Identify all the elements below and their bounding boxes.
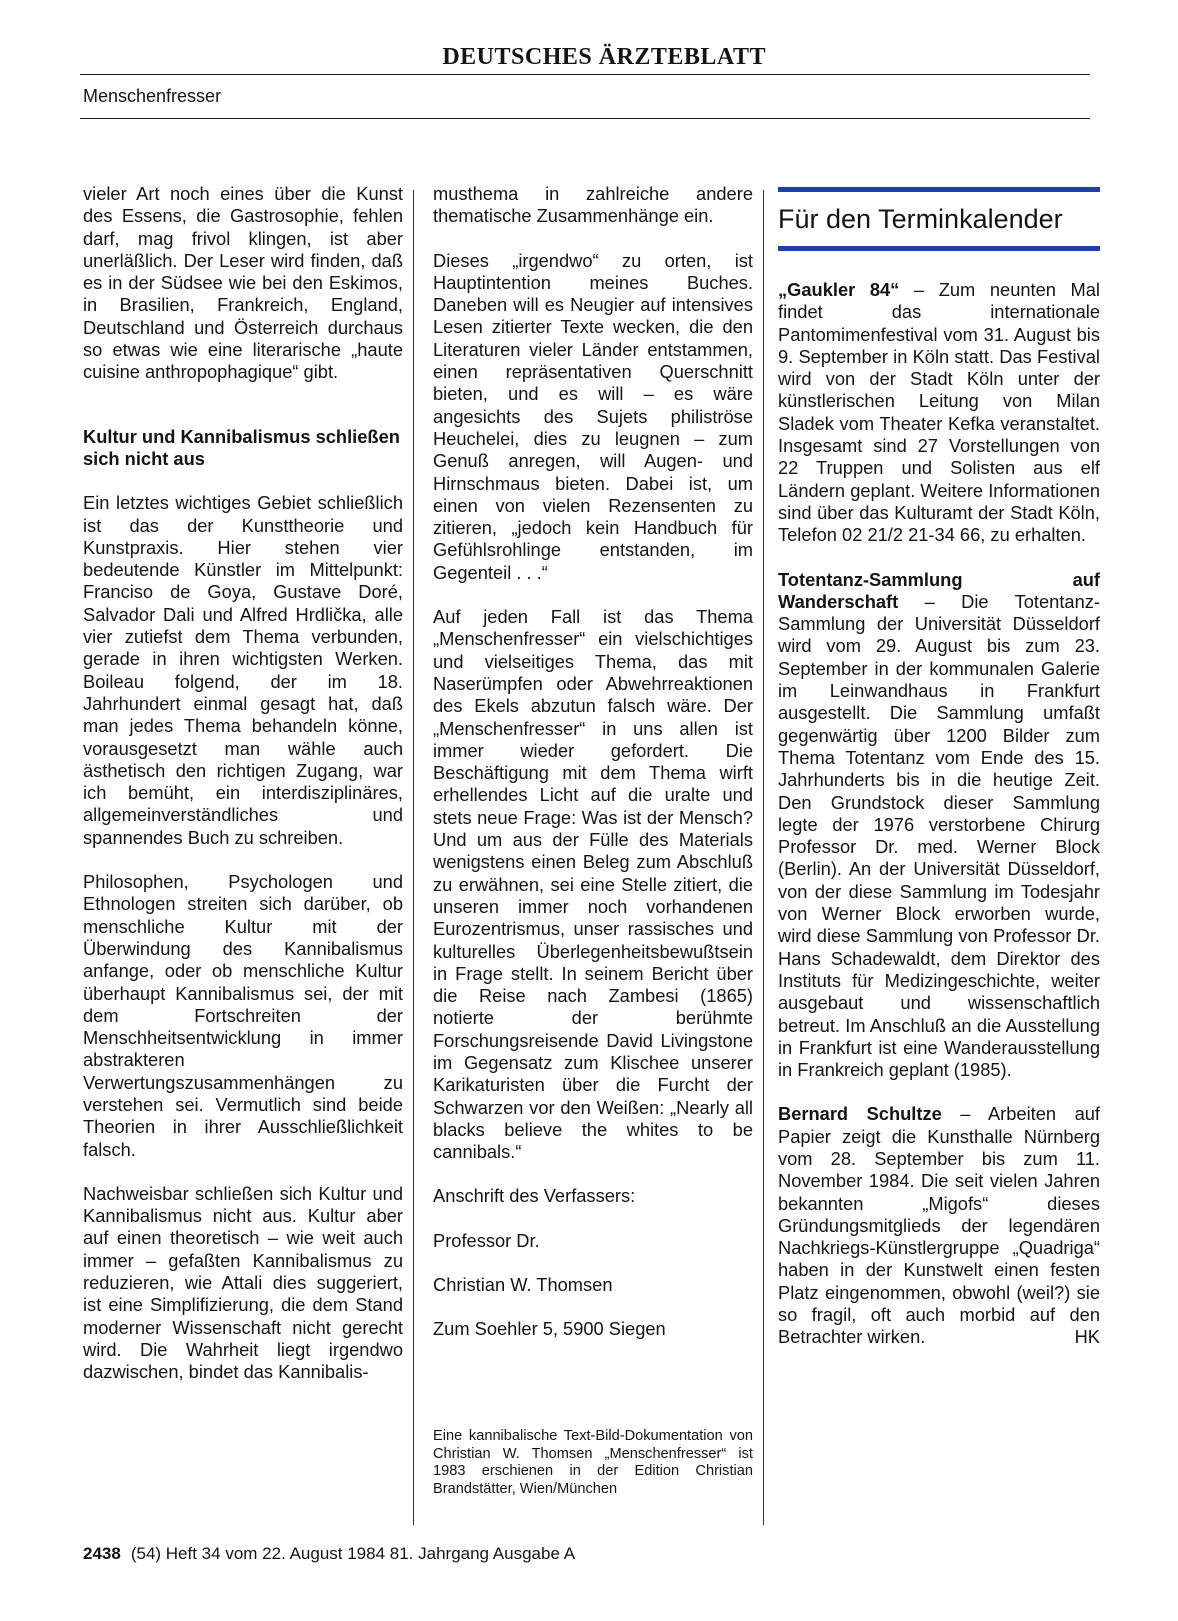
page-footer bbox=[83, 1544, 575, 1564]
column-divider bbox=[413, 190, 414, 1525]
page-number: 2438 bbox=[83, 1544, 121, 1563]
author-address-label: Anschrift des Verfassers: bbox=[433, 1185, 636, 1207]
column-1 bbox=[83, 183, 403, 1406]
header-rule bbox=[80, 118, 1090, 119]
box-title: Für den Terminkalender bbox=[778, 204, 1063, 234]
paragraph: Dieses „irgendwo“ zu orten, ist Hauptintention meines Buches. Daneben will es Neugier auf intensives Lesen zitierter Texte wecken, die den Literaturen vieler Länder entstammen, einen repräsentativen Querschnitt bieten, und es will – es wäre angesichts des Sujets philiströse Heuchelei, dies zu leugnen – zum Genuß anregen, will Augen- und Hirnschmaus bieten. Dabei ist, um einen von vielen Rezensenten zu zitieren, „jedoch kein Handbuch für Gefühlsrohlinge entstanden, im Gegenteil . . .“ bbox=[433, 249, 753, 583]
event-title: Bernard Schultze bbox=[778, 1103, 942, 1125]
paragraph: Philosophen, Psychologen und Ethnologen streiten sich darüber, ob menschliche Kultur mit der Überwindung des Kannibalismus anfange, oder ob menschliche Kultur überhaupt Kannibalismus sei, der mit dem Fortschreiten der Menschheitsentwicklung in immer abstrakteren Verwertungszusammenhängen zu verstehen sei. Vermutlich sind beide Theorien in ihrer Ausschließlichkeit falsch. bbox=[83, 871, 403, 1160]
book-caption: Eine kannibalische Text-Bild-Dokumentation von Christian W. Thomsen „Menschenfresser“ ist 1983 erschienen in der Edition Christian Brandstätter, Wien/München bbox=[433, 1428, 753, 1497]
paragraph: Nachweisbar schließen sich Kultur und Kannibalismus nicht aus. Kultur aber auf einen theoretisch – wie weit auch immer – gefaßten Kannibalismus zu reduzieren, wie Attali dies suggeriert, ist eine Simplifizierung, die dem Stand moderner Wissenschaft nicht gerecht wird. Die Wahrheit liegt irgendwo dazwischen, bindet das Kannibalis- bbox=[83, 1182, 403, 1383]
accent-rule-top bbox=[778, 187, 1100, 192]
event-item bbox=[778, 569, 1100, 1082]
subheading: Kultur und Kannibalismus schließen sich nicht aus bbox=[83, 425, 400, 469]
author-signature: HK bbox=[1074, 1326, 1100, 1348]
column-2 bbox=[433, 183, 753, 1363]
event-title: Totentanz-Sammlung auf Wanderschaft bbox=[778, 568, 1100, 612]
event-item bbox=[778, 1103, 1100, 1348]
paragraph: musthema in zahlreiche andere thematische Zusammenhänge ein. bbox=[433, 183, 753, 227]
author-name: Christian W. Thomsen bbox=[433, 1274, 613, 1296]
event-text: – Zum neunten Mal findet das internationale Pantomimenfestival vom 31. August bis 9. September in Köln statt. Das Festival wird von der Stadt Köln unter der künstlerischen Leitung von Milan Sladek vom Theater Kefka veranstaltet. Insgesamt sind 27 Vorstellungen von 22 Truppen und Solisten aus elf Ländern geplant. Weitere Informationen sind über das Kulturamt der Stadt Köln, Telefon 02 21/2 21-34 66, zu erhalten. bbox=[778, 279, 1100, 546]
column-3 bbox=[778, 183, 1100, 1371]
paragraph: Auf jeden Fall ist das Thema „Menschenfresser“ ein vielschichtiges und vielseitiges Thema, das mit Naserümpfen oder Abwehrreaktionen des Ekels abzutun falsch wäre. Der „Menschenfresser“ in uns allen ist immer wieder gefordert. Die Beschäftigung mit dem Thema wirft erhellendes Licht auf die uralte und stets neue Frage: Was ist der Mensch? Und um aus der Fülle des Materials wenigstens einen Beleg zum Abschluß zu erwähnen, sei eine Stelle zitiert, die unseren immer noch vorhandenen Eurozentrismus, unser rassisches und kulturelles Überlegenheitsbewußtsein in Frage stellt. In seinem Bericht über die Reise nach Zambesi (1865) notierte der berühmte Forschungsreisende David Livingstone im Gegensatz zum Klischee unserer Karikaturisten über die Furcht der Schwarzen vor den Weißen: „Nearly all blacks believe the whites to be cannibals.“ bbox=[433, 606, 753, 1163]
masthead bbox=[80, 42, 1090, 75]
issue-info: (54) Heft 34 vom 22. August 1984 81. Jahrgang Ausgabe A bbox=[130, 1544, 576, 1563]
event-text: – Arbeiten auf Papier zeigt die Kunsthalle Nürnberg vom 28. September bis zum 11. November 1984. Die seit vielen Jahren bekannten „Migofs“ dieses Gründungsmitglieds der legendären Nachkriegs-Künstlergruppe „Quadriga“ haben in der Kunstwelt einen festen Platz eingenommen, obwohl (weil?) sie so fragil, oft auch morbid auf den Betrachter wirken. bbox=[778, 1103, 1100, 1348]
accent-rule-bottom bbox=[778, 246, 1100, 251]
author-street: Zum Soehler 5, 5900 Siegen bbox=[433, 1318, 666, 1340]
journal-title: DEUTSCHES ÄRZTEBLATT bbox=[442, 44, 766, 70]
author-title: Professor Dr. bbox=[433, 1229, 540, 1251]
paragraph: vieler Art noch eines über die Kunst des Essens, die Gastrosophie, fehlen darf, mag frivol klingen, ist aber unerläßlich. Der Leser wird finden, daß es in der Südsee wie bei den Eskimos, in Brasilien, Frankreich, England, Deutschland und Österreich durchaus so etwas wie eine literarische „haute cuisine anthropophagique“ gibt. bbox=[83, 183, 403, 383]
event-text: – Die Totentanz-Sammlung der Universität Düsseldorf wird vom 29. August bis zum 23. September in der kommunalen Galerie im Leinwandhaus in Frankfurt ausgestellt. Die Sammlung umfaßt gegenwärtig über 1200 Bilder zum Thema Totentanz vom Ende des 15. Jahrhunderts bis in die heutige Zeit. Den Grundstock dieser Sammlung legte der 1976 verstorbene Chirurg Professor Dr. med. Werner Block (Berlin). An der Universität Düsseldorf, von der diese Sammlung im Todesjahr von Werner Block erworben wurde, wird diese Sammlung von Professor Dr. Hans Schadewaldt, dem Direktor des Instituts für Medizingeschichte, weiter ausgebaut und wissenschaftlich betreut. Im Anschluß an die Ausstellung in Frankfurt ist eine Wanderausstellung in Frankreich geplant (1985). bbox=[778, 590, 1100, 1081]
paragraph: Ein letztes wichtiges Gebiet schließlich ist das der Kunsttheorie und Kunstpraxis. Hier stehen vier bedeutende Künstler im Mittelpunkt: Franciso de Goya, Gustave Doré, Salvador Dali und Alfred Hrdlička, alle vier zutiefst dem Thema verbunden, gerade in ihren wichtigsten Werken. Boileau folgend, der im 18. Jahrhundert einmal gesagt hat, daß man jedes Thema behandeln könne, vorausgesetzt man wähle auch ästhetisch den richtigen Zugang, war ich bemüht, ein interdisziplinäres, allgemeinverständliches und spannendes Buch zu schreiben. bbox=[83, 492, 403, 848]
column-divider bbox=[763, 190, 764, 1525]
section-title: Menschenfresser bbox=[83, 86, 222, 106]
event-item bbox=[778, 279, 1100, 547]
event-title: „Gaukler 84“ bbox=[778, 279, 900, 300]
